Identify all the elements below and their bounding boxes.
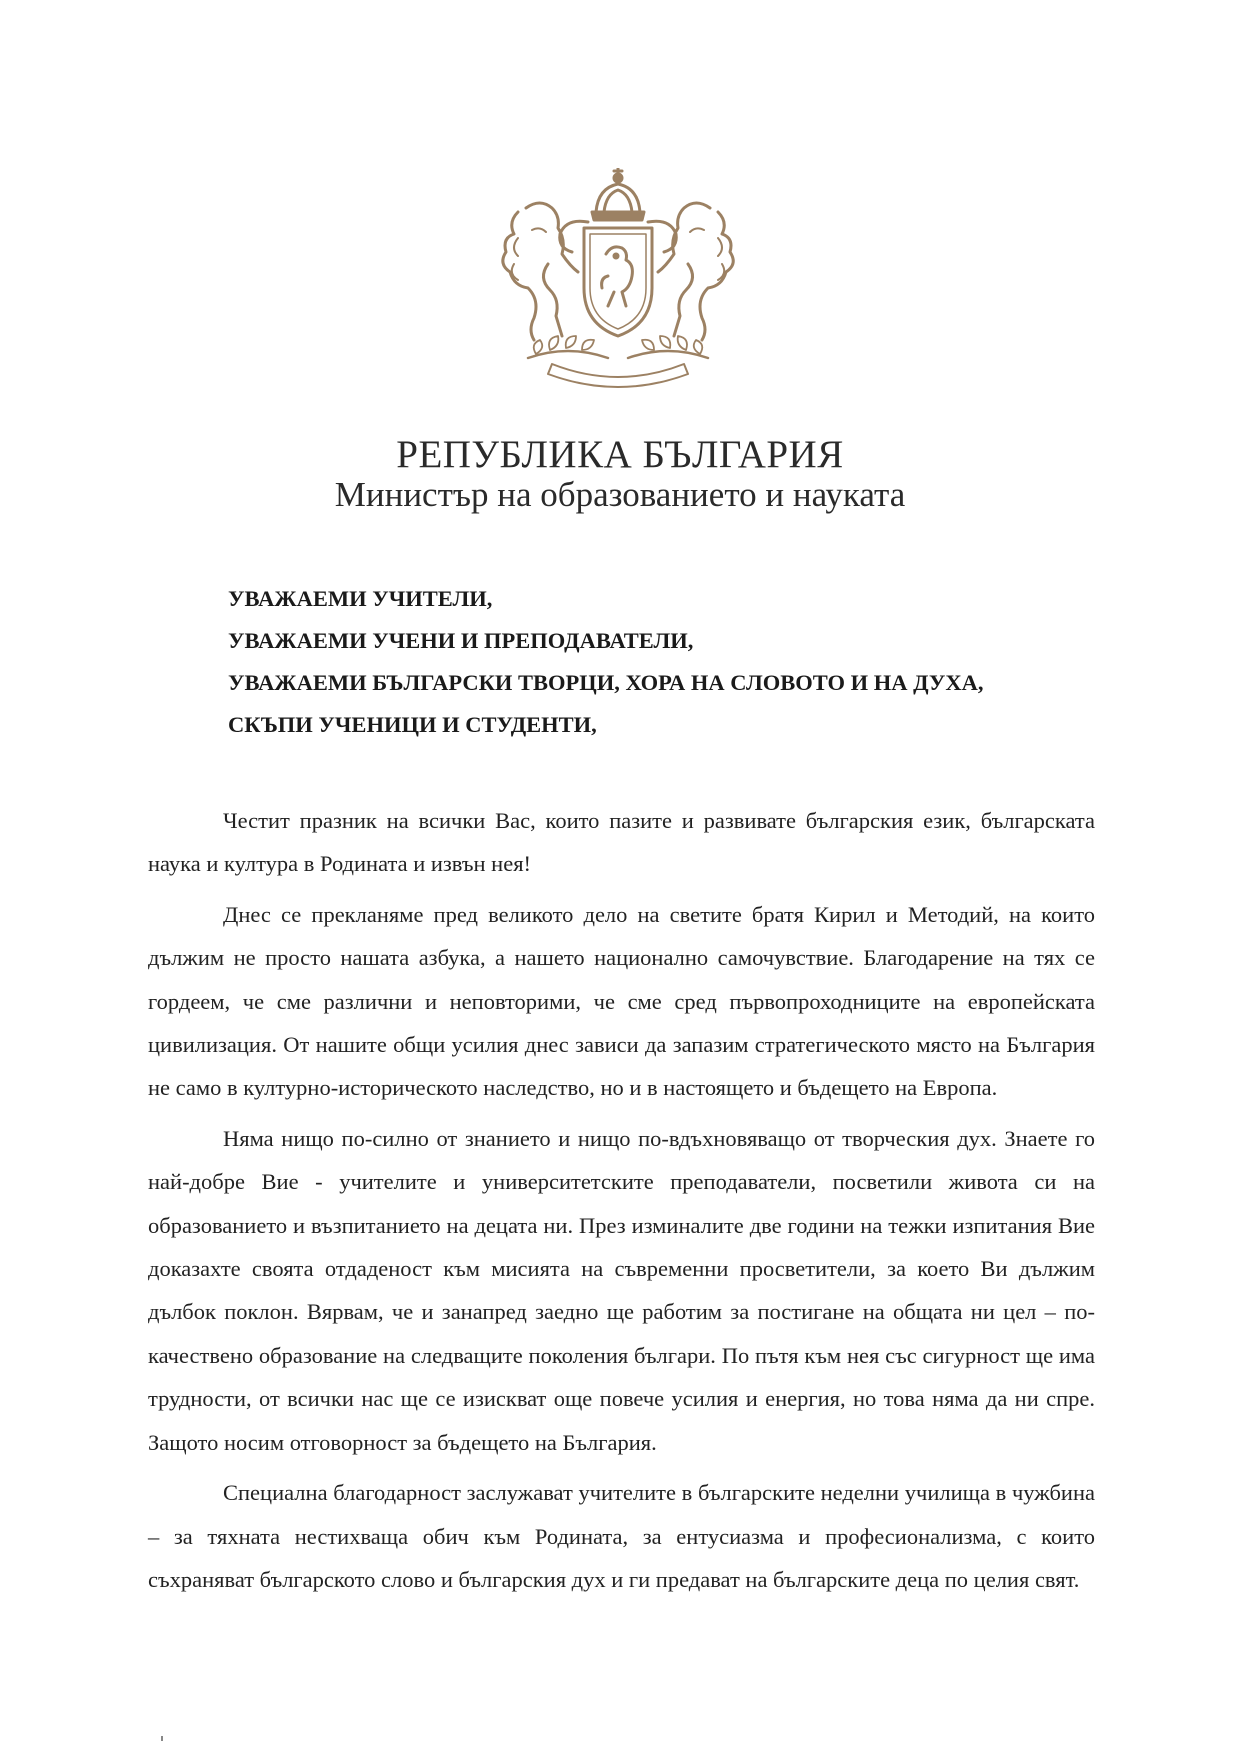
salutation-line: УВАЖАЕМИ УЧЕНИ И ПРЕПОДАВАТЕЛИ, bbox=[228, 628, 694, 653]
letter-body bbox=[148, 799, 1095, 1601]
salutation-block bbox=[228, 578, 1188, 746]
country-title: РЕПУБЛИКА БЪЛГАРИЯ bbox=[396, 433, 844, 476]
salutation-line: УВАЖАЕМИ БЪЛГАРСКИ ТВОРЦИ, ХОРА НА СЛОВОТО И НА ДУХА, bbox=[228, 670, 984, 695]
coat-of-arms-emblem bbox=[488, 168, 748, 390]
paragraph: Днес се прекланяме пред великото дело на светите братя Кирил и Методий, на които дължим не просто нашата азбука, а нашето национално самочувствие. Благодарение на тях се гордеем, че сме различни и неповторими, че сме сред първопроходниците на европейската цивилизация. От нашите общи усилия днес зависи да запазим стратегическото място на България не само в културно-историческото наследство, но и в настоящето и бъдещето на Европа. bbox=[148, 901, 1095, 1101]
paragraph: Специална благодарност заслужават учителите в българските неделни училища в чужбина – за тяхната нестихваща обич към Родината, за ентусиазма и професионализма, с които съхраняват българското слово и българския дух и ги предават на българските деца по целия свят. bbox=[148, 1480, 1095, 1592]
salutation-line: СКЪПИ УЧЕНИЦИ И СТУДЕНТИ, bbox=[228, 712, 597, 737]
paragraph: Няма нищо по-силно от знанието и нищо по-вдъхновяващо от творческия дух. Знаете го най-добре Вие - учителите и университетските преподаватели, посветили живота си на образованието и възпитанието на децата ни. През изминалите две години на тежки изпитания Вие доказахте своята отдаденост към мисията на съвременни просветители, за което Ви дължим дълбок поклон. Вярвам, че и занапред заедно ще работим за постигане на общата ни цел – по-качествено образование на следващите поколения българи. По пътя към нея със сигурност ще има трудности, от всички нас ще се изискват още повече усилия и енергия, но това няма да ни спре. Защото носим отговорност за бъдещето на България. bbox=[148, 1125, 1095, 1455]
institution-title: Министър на образованието и науката bbox=[334, 475, 906, 514]
scan-speck bbox=[161, 1736, 163, 1741]
salutation-line: УВАЖАЕМИ УЧИТЕЛИ, bbox=[228, 586, 493, 611]
paragraph: Честит празник на всички Вас, които пазите и развивате българския език, българската наука и култура в Родината и извън нея! bbox=[148, 808, 1095, 877]
